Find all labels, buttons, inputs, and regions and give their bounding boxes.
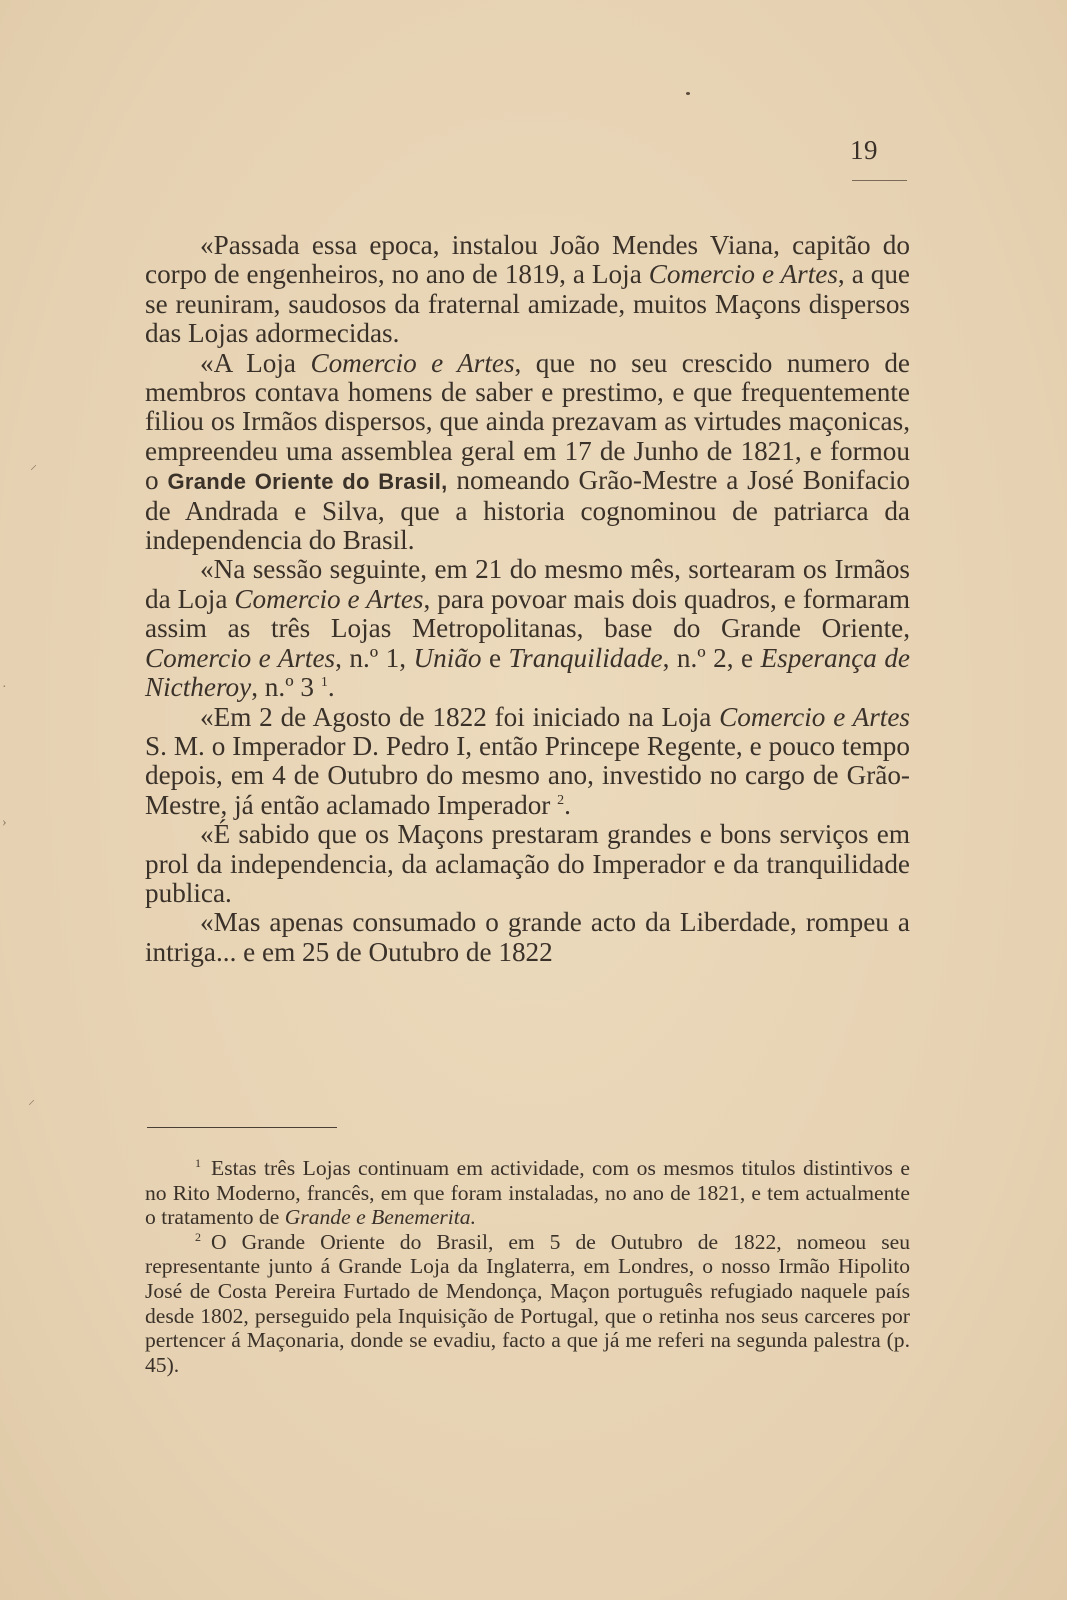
italic-text: Esperança de Nictheroy bbox=[145, 642, 910, 703]
paragraph bbox=[145, 908, 910, 967]
page-number-rule bbox=[852, 180, 907, 181]
paragraph bbox=[145, 555, 910, 702]
text-run: «A Loja bbox=[200, 347, 311, 378]
italic-text: Comercio e Artes bbox=[310, 347, 515, 378]
italic-text: Tranquilidade bbox=[508, 642, 663, 673]
bold-text: Grande Oriente do Brasil, bbox=[167, 469, 448, 495]
footnote bbox=[145, 1156, 910, 1230]
text-run: O Grande Oriente do Brasil, em 5 de Outubro de 1822, nomeou seu representante junto á Grande Loja da Inglaterra, em Londres, o nosso Irmão Hipolito José de Costa Pereira Furtado de Mendonça, Maçon português refugiado naquele país desde 1802, perseguido pela Inquisição de Portugal, que o retinha nos seus carceres por pertencer á Maçonaria, donde se evadiu, facto a que já me referi na segunda palestra (p. 45). bbox=[145, 1229, 910, 1377]
text-run: , para povoar mais dois quadros, e formaram assim as três Lojas Metropolitanas, base do Grande Oriente, bbox=[145, 583, 911, 644]
margin-mark: ⸝ bbox=[30, 458, 37, 473]
footnote-separator bbox=[147, 1127, 337, 1128]
text-run: e bbox=[481, 642, 509, 673]
italic-text: Comercio e Artes bbox=[145, 642, 336, 673]
paragraph bbox=[145, 820, 910, 908]
text-run: nomeando Grão-Mestre a José Bonifacio de Andrada e Silva, que a historia cognominou de patriarca da independencia do Brasil. bbox=[145, 465, 911, 556]
text-run: Estas três Lojas continuam em actividade, com os mesmos titulos distintivos e no Rito Moderno, francês, em que foram instaladas, no ano de 1821, e tem actualmente o tratamento de bbox=[145, 1156, 910, 1230]
text-run: , que no seu crescido numero de membros contava homens de saber e prestimo, e que frequentemente filiou os Irmãos dispersos, que ainda prezavam as virtudes maçonicas, empreendeu uma assemblea geral em 17 de Junho de 1821, e formou o bbox=[145, 347, 910, 496]
margin-mark: · bbox=[2, 680, 7, 695]
text-run: . bbox=[564, 789, 571, 820]
italic-text: Comercio e Artes bbox=[648, 259, 838, 290]
footnote-marker: 1 bbox=[195, 1156, 201, 1170]
text-run: «Passada essa epoca, instalou João Mendes Viana, capitão do corpo de engenheiros, no ano de 1819, a Loja bbox=[145, 230, 910, 290]
paragraph bbox=[145, 703, 910, 821]
text-run: «Na sessão seguinte, em 21 do mesmo mês, sortearam os Irmãos da Loja bbox=[145, 554, 910, 614]
text-run: «Em 2 de Agosto de 1822 foi iniciado na Loja bbox=[200, 701, 720, 732]
paragraph bbox=[145, 231, 910, 349]
text-run: «É sabido que os Maçons prestaram grandes e bons serviços em prol da independencia, da aclamação do Imperador e da tranquilidade publica. bbox=[145, 819, 910, 908]
text-run: , n.º 1, bbox=[335, 642, 414, 673]
footnote-ref: 1 bbox=[320, 675, 328, 691]
margin-mark: › bbox=[2, 815, 7, 830]
margin-mark: ⸝ bbox=[28, 1093, 35, 1108]
text-run: S. M. o Imperador D. Pedro I, então Princepe Regente, e pouco tempo depois, em 4 de Outubro do mesmo ano, investido no cargo de Grão-Mestre, já então aclamado Imperador bbox=[145, 730, 910, 820]
italic-text: União bbox=[413, 642, 482, 673]
text-run: , n.º 3 bbox=[251, 672, 321, 703]
paragraph bbox=[145, 349, 910, 556]
footnotes bbox=[145, 1156, 910, 1377]
page-number: 19 bbox=[850, 135, 878, 165]
italic-text: Grande e Benemerita. bbox=[284, 1205, 477, 1230]
footnote-marker: 2 bbox=[195, 1229, 201, 1244]
text-run: , n.º 2, e bbox=[662, 642, 761, 673]
body-text bbox=[145, 231, 910, 967]
text-run: , a que se reuniram, saudosos da fraternal amizade, muitos Maçons dispersos das Lojas adormecidas. bbox=[145, 259, 910, 349]
footnote bbox=[145, 1230, 910, 1378]
text-run: «Mas apenas consumado o grande acto da Liberdade, rompeu a intriga... e em 25 de Outubro de 1822 bbox=[145, 907, 910, 967]
italic-text: Comercio e Artes bbox=[719, 701, 910, 732]
italic-text: Comercio e Artes bbox=[234, 583, 424, 614]
footnote-ref: 2 bbox=[557, 792, 565, 808]
ink-speck bbox=[686, 92, 690, 95]
text-run: . bbox=[327, 672, 335, 703]
